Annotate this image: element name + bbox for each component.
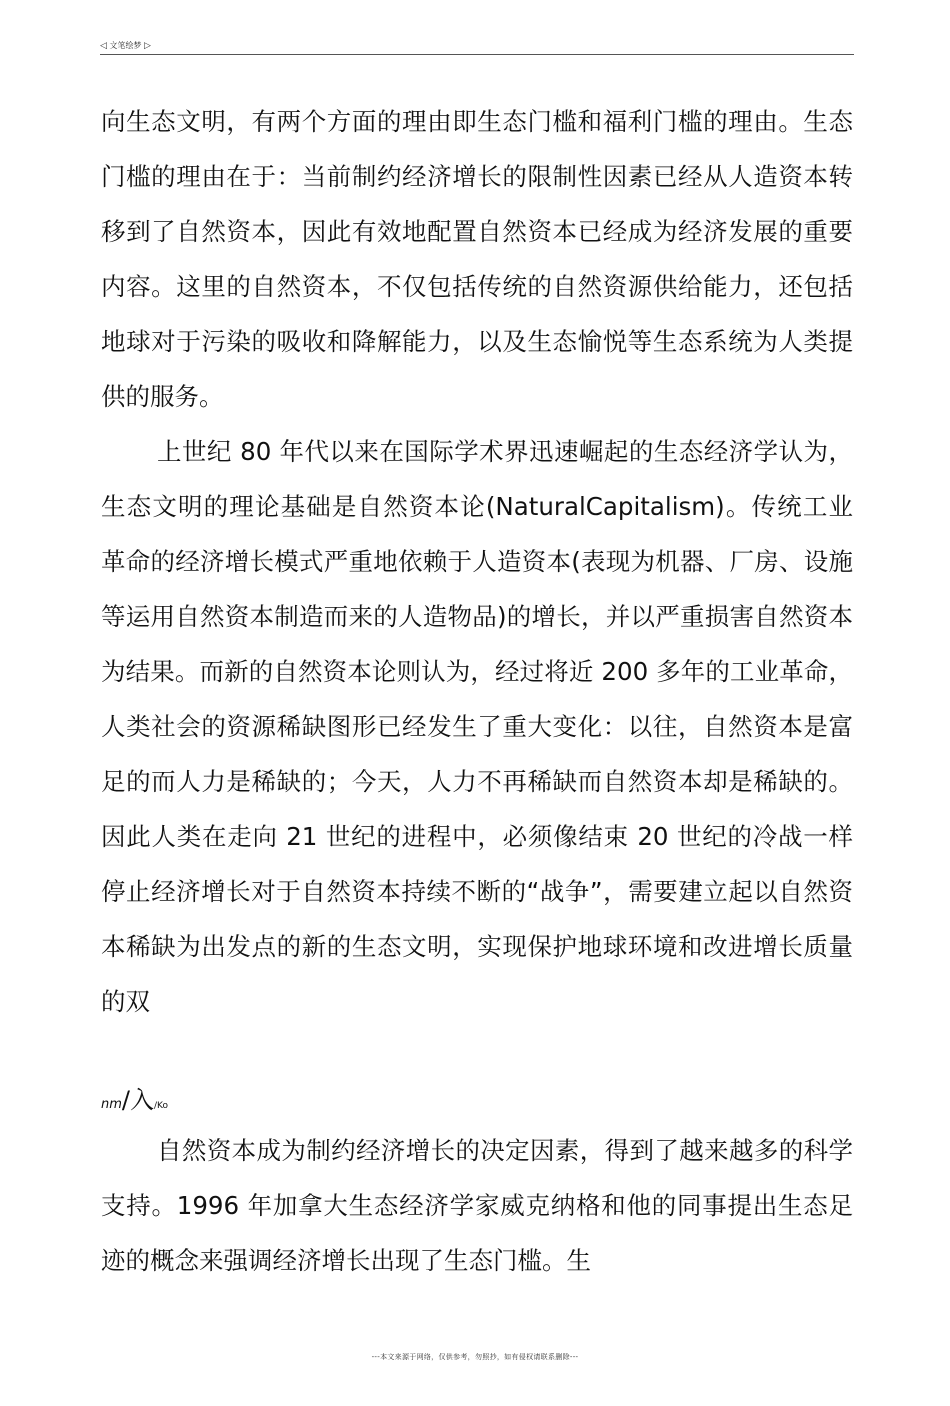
- paragraph-1: 向生态文明，有两个方面的理由即生态门槛和福利门槛的理由。生态门槛的理由在于：当前制约经济增长的限制性因素已经从人造资本转移到了自然资本，因此有效地配置自然资本已经成为经济发展的重要内容。这里的自然资本，不仅包括传统的自然资源供给能力，还包括地球对于污染的吸收和降解能力，以及生态愉悦等生态系统为人类提供的服务。: [101, 107, 853, 411]
- paragraph-2: 上世纪 80 年代以来在国际学术界迅速崛起的生态经济学认为，生态文明的理论基础是自然资本论(NaturalCapitalism)。传统工业革命的经济增长模式严重地依赖于人造资本(表现为机器、厂房、设施等运用自然资本制造而来的人造物品)的增长，并以严重损害自然资本为结果。而新的自然资本论则认为，经过将近 200 多年的工业革命，人类社会的资源稀缺图形已经发生了重大变化：以往，自然资本是富足的而人力是稀缺的；今天，人力不再稀缺而自然资本却是稀缺的。因此人类在走向 21 世纪的进程中，必须像结束 20 世纪的冷战一样停止经济增长对于自然资本持续不断的“战争”，需要建立起以自然资本稀缺为出发点的新的生态文明，实现保护地球环境和改进增长质量的双: [101, 437, 853, 1016]
- paragraph-3: 自然资本成为制约经济增长的决定因素，得到了越来越多的科学支持。1996 年加拿大生态经济学家威克纳格和他的同事提出生态足迹的概念来强调经济增长出现了生态门槛。生: [101, 1136, 853, 1275]
- header-title: 文笔绘梦: [109, 41, 142, 50]
- document-body-continued: [101, 1123, 853, 1288]
- left-triangle-icon: ◁: [100, 41, 107, 51]
- document-body: [101, 94, 853, 1029]
- stray-text-part-3: /Ko: [154, 1101, 168, 1111]
- stray-text-part-1: nm: [101, 1097, 122, 1112]
- stray-text: [101, 1085, 168, 1121]
- page-header: [100, 40, 854, 55]
- right-triangle-icon: ▷: [144, 41, 151, 51]
- stray-text-part-2: /入: [121, 1086, 154, 1114]
- page-footer: ---本文来源于网络，仅供参考，勿照抄，如有侵权请联系删除---: [371, 1353, 579, 1361]
